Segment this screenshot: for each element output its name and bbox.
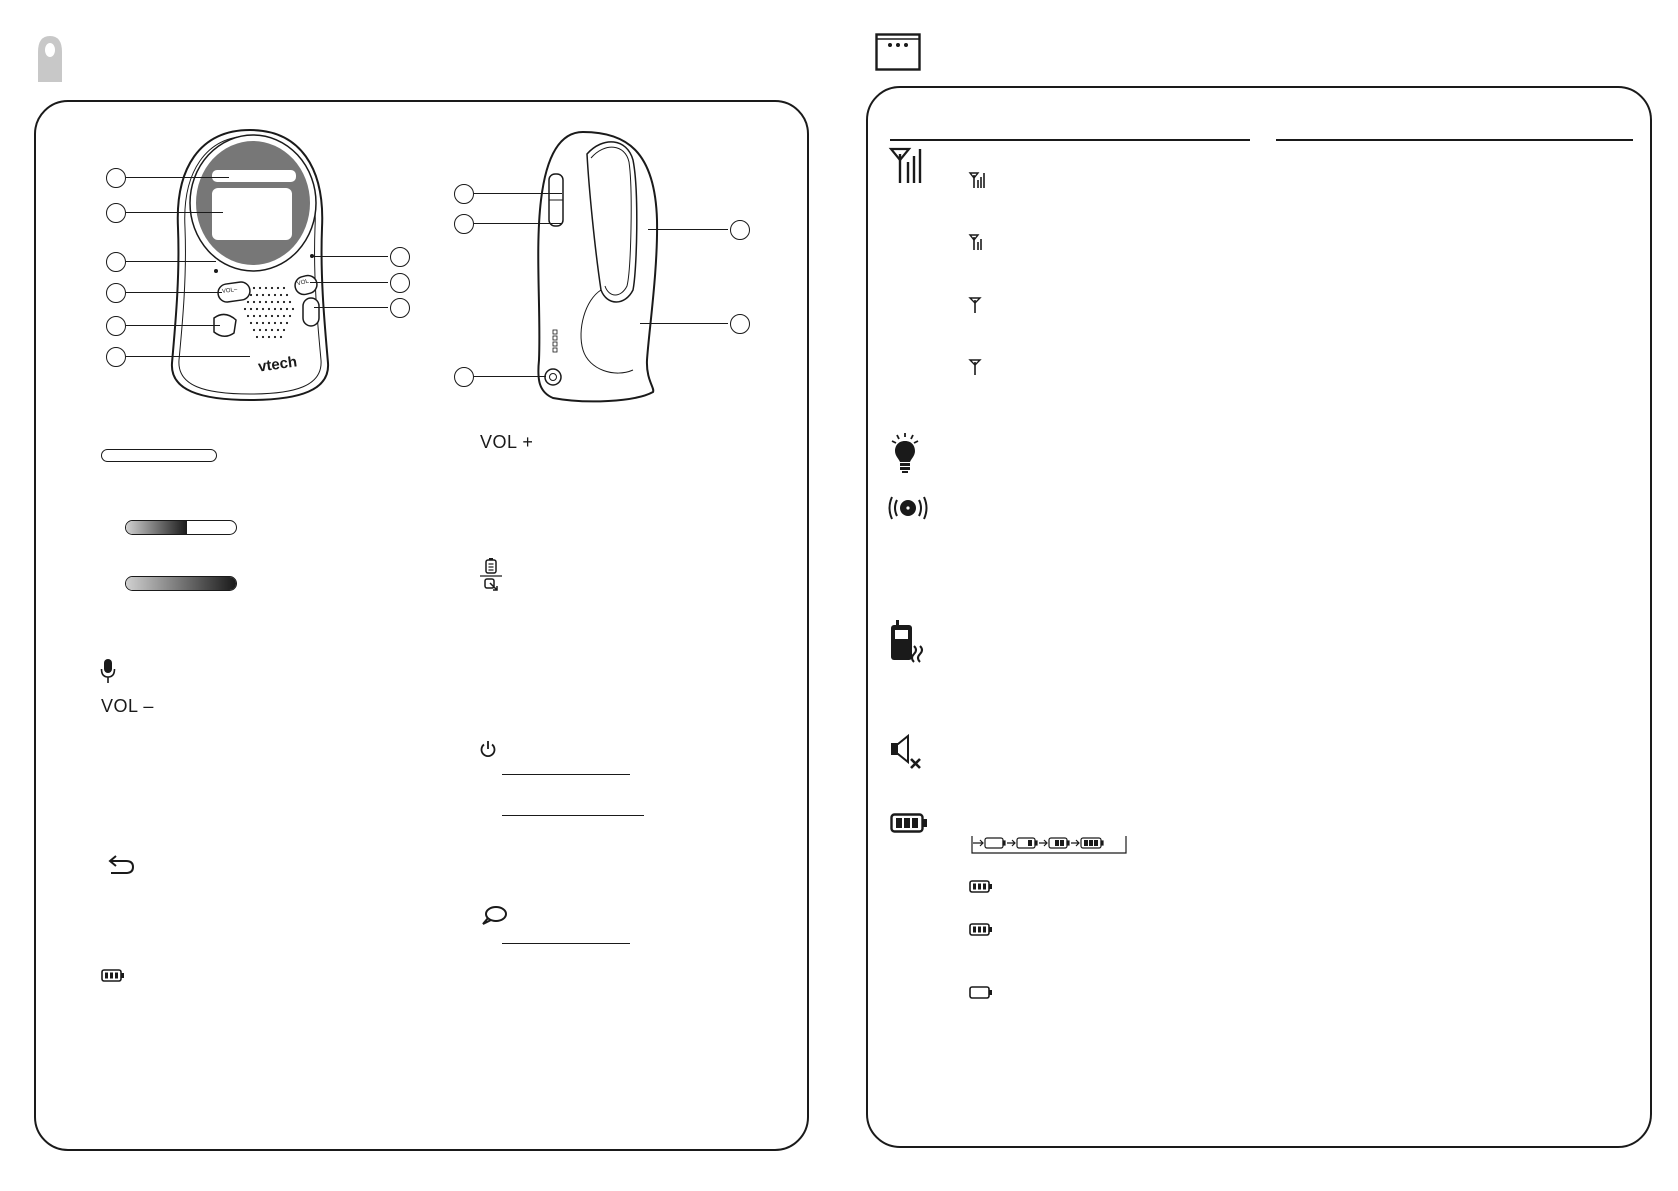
callout-front-8 (390, 273, 410, 293)
callout-front-5 (106, 316, 126, 336)
callout-front-4 (106, 283, 126, 303)
column-header-line-right (1276, 139, 1633, 141)
vol-plus-label: VOL + (480, 432, 534, 452)
parent-unit-panel (34, 100, 809, 1151)
callout-front-9 (390, 298, 410, 318)
divider-line (502, 774, 630, 775)
callout-side-2 (454, 214, 474, 234)
divider-line (502, 815, 644, 816)
brightness-bar-empty (101, 449, 217, 462)
device-vol-minus-label: VOL– (221, 286, 238, 296)
power-icon (479, 740, 497, 758)
leader-line (310, 282, 388, 283)
callout-front-6 (106, 347, 126, 367)
callout-side-3 (454, 367, 474, 387)
signal-0-bars-icon (969, 359, 985, 376)
callout-front-2 (106, 203, 126, 223)
leader-line (126, 325, 220, 326)
battery-icon (101, 969, 125, 982)
brightness-bar-full-fill (126, 577, 236, 590)
callout-side-5 (730, 314, 750, 334)
battery-full-small-icon (969, 880, 993, 893)
leader-line (314, 307, 388, 308)
leader-line (126, 212, 223, 213)
callout-front-3 (106, 252, 126, 272)
leader-line (474, 223, 562, 224)
callout-front-1 (106, 168, 126, 188)
battery-medium-small-icon (969, 923, 993, 936)
leader-line (474, 193, 562, 194)
leader-line (474, 376, 546, 377)
battery-charging-sequence-icon (971, 834, 1127, 854)
brightness-bar-full (125, 576, 237, 591)
device-vol-plus-label: VOL (296, 278, 310, 288)
signal-2-bars-icon (969, 234, 985, 251)
leader-line (648, 229, 728, 230)
leader-line (312, 256, 388, 257)
leader-line (126, 292, 222, 293)
leader-line (126, 261, 216, 262)
sound-activated-icon (890, 620, 926, 666)
parent-unit-side-illustration (525, 130, 665, 405)
night-light-icon (890, 432, 920, 474)
display-screen-icon (875, 33, 921, 71)
callout-side-4 (730, 220, 750, 240)
parent-unit-front-illustration (170, 128, 330, 403)
signal-strength-icon (890, 148, 922, 184)
microphone-icon (100, 658, 116, 684)
charging-icon (479, 558, 503, 592)
battery-empty-small-icon (969, 986, 993, 999)
speaker-mute-icon (890, 734, 924, 770)
divider-line (502, 943, 630, 944)
vibrate-alert-icon (889, 494, 927, 522)
parent-unit-icon (33, 34, 67, 84)
talk-bubble-icon (480, 905, 508, 927)
callout-front-7 (390, 247, 410, 267)
leader-line (640, 323, 728, 324)
column-header-line-left (890, 139, 1250, 141)
device-brand-logo: vtech (257, 353, 299, 376)
leader-line (126, 177, 229, 178)
vol-minus-label: VOL – (101, 696, 154, 716)
signal-1-bar-icon (969, 297, 985, 314)
brightness-bar-medium (125, 520, 237, 535)
leader-line (126, 356, 250, 357)
brightness-bar-medium-fill (126, 521, 187, 534)
signal-3-bars-icon (969, 172, 985, 189)
return-arrow-icon (107, 854, 135, 876)
battery-full-icon (890, 813, 928, 833)
callout-side-1 (454, 184, 474, 204)
